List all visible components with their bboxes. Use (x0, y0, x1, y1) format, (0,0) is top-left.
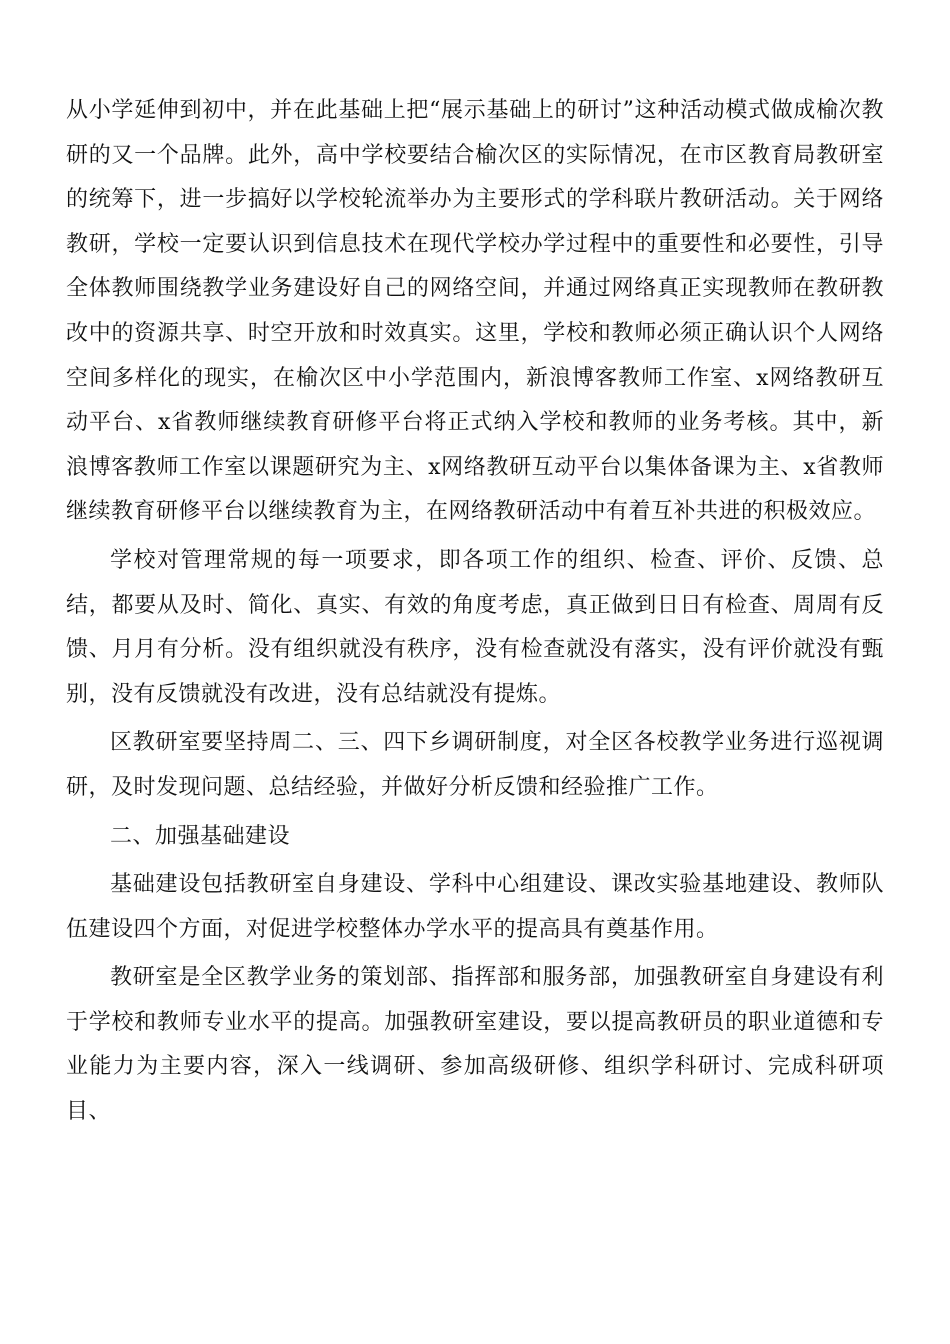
paragraph-basic-construction: 基础建设包括教研室自身建设、学科中心组建设、课改实验基地建设、教师队伍建设四个方面，对促进学校整体办学水平的提高具有奠基作用。 (66, 872, 884, 942)
paragraph-network-research: 从小学延伸到初中，并在此基础上把“展示基础上的研讨”这种活动模式做成榆次教研的又一个品牌。此外，高中学校要结合榆次区的实际情况，在市区教育局教研室的统筹下，进一步搞好以学校轮流举办为主要形式的学科联片教研活动。关于网络教研，学校一定要认识到信息技术在现代学校办学过程中的重要性和必要性，引导全体教师围绕教学业务建设好自己的网络空间，并通过网络真正实现教师在教研教改中的资源共享、时空开放和时效真实。这里，学校和教师必须正确认识个人网络空间多样化的现实，在榆次区中小学范围内，新浪博客教师工作室、x网络教研互动平台、x省教师继续教育研修平台将正式纳入学校和教师的业务考核。其中，新浪博客教师工作室以课题研究为主、x网络教研互动平台以集体备课为主、x省教师继续教育研修平台以继续教育为主，在网络教研活动中有着互补共进的积极效应。 (66, 98, 884, 525)
section-heading: 二、加强基础建设 (110, 823, 291, 849)
paragraph-field-research: 区教研室要坚持周二、三、四下乡调研制度，对全区各校教学业务进行巡视调研，及时发现问题、总结经验，并做好分析反馈和经验推广工作。 (66, 730, 884, 800)
paragraph-research-office: 教研室是全区教学业务的策划部、指挥部和服务部，加强教研室自身建设有利于学校和教师专业水平的提高。加强教研室建设，要以提高教研员的职业道德和专业能力为主要内容，深入一线调研、参加高级研修、组织学科研讨、完成科研项目、 (66, 965, 884, 1125)
paragraph-management-routine: 学校对管理常规的每一项要求，即各项工作的组织、检查、评价、反馈、总结，都要从及时、简化、真实、有效的角度考虑，真正做到日日有检查、周周有反馈、月月有分析。没有组织就没有秩序，没有检查就没有落实，没有评价就没有甄别，没有反馈就没有改进，没有总结就没有提炼。 (66, 547, 884, 707)
